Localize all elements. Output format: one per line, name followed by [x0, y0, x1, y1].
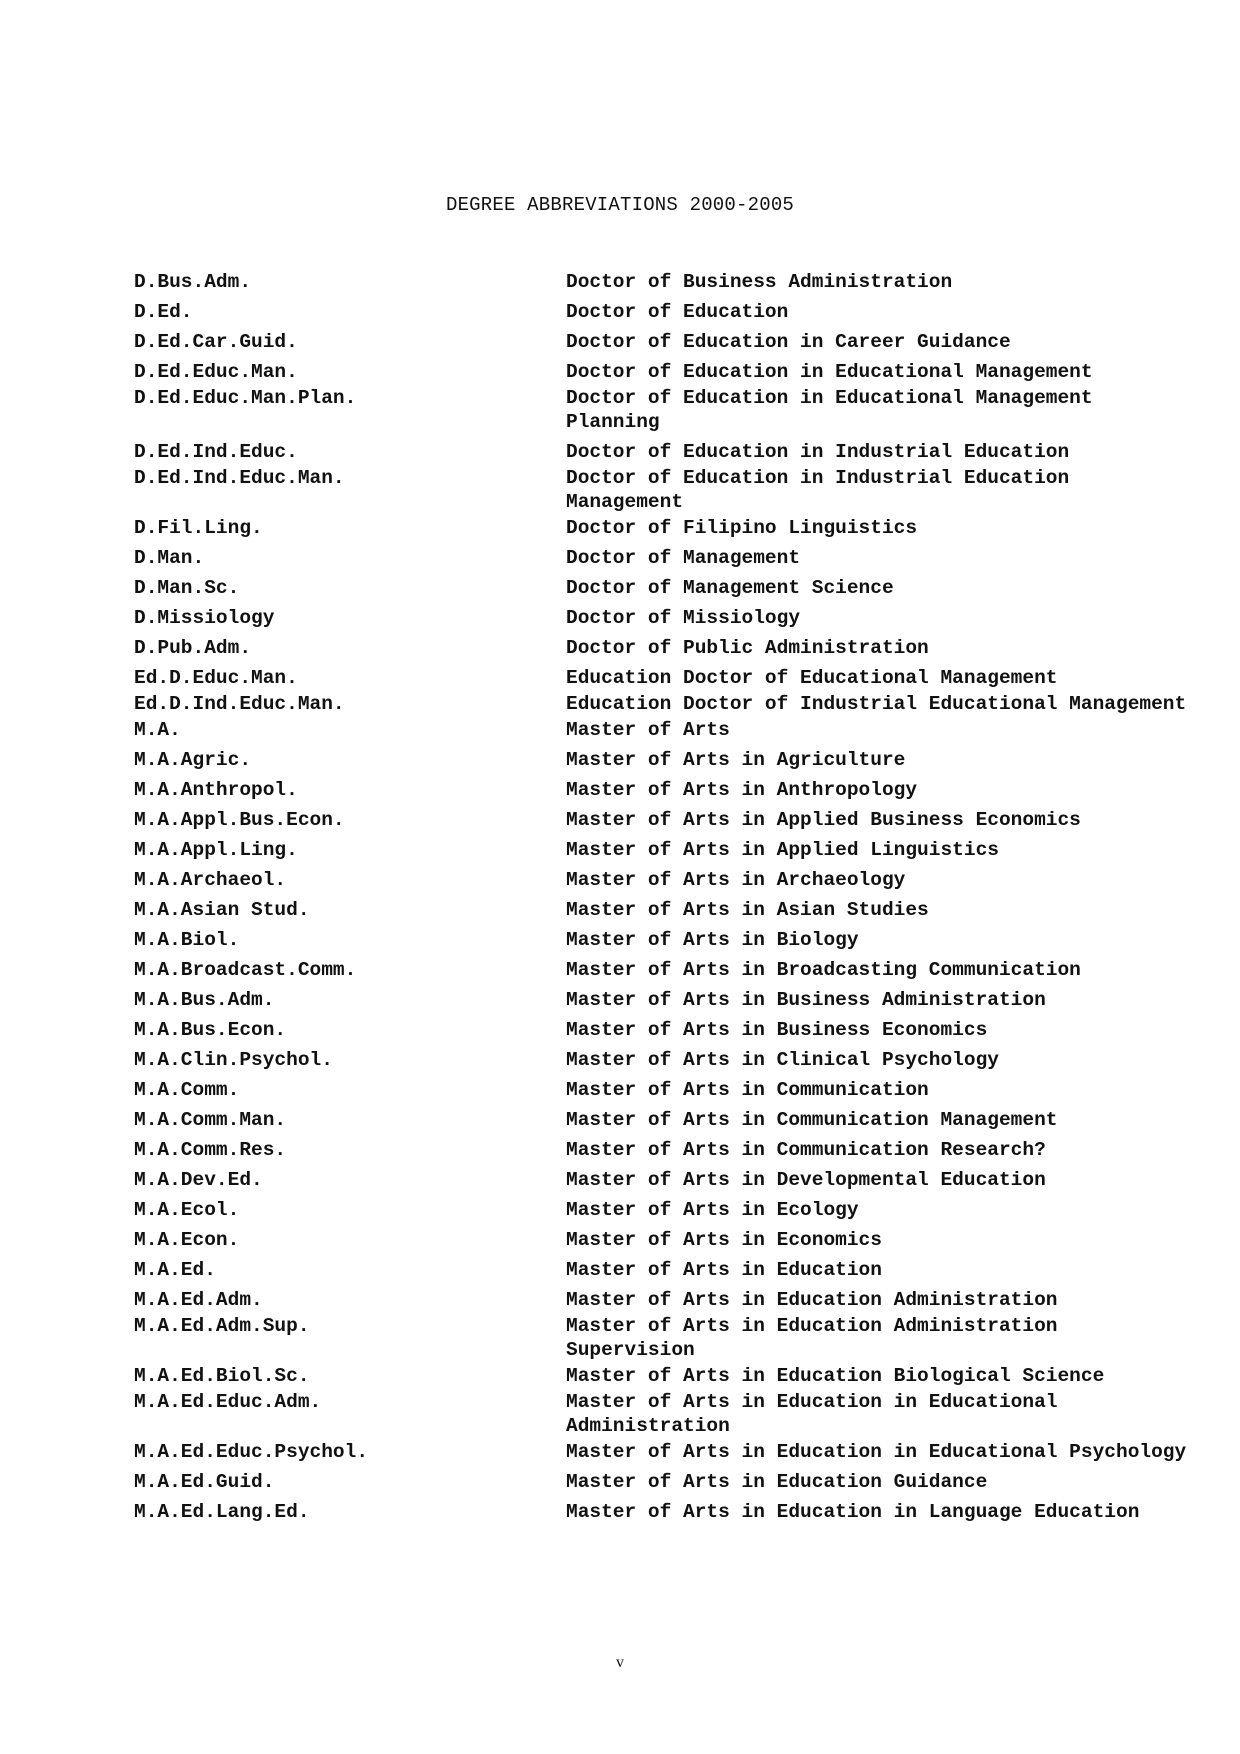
- degree-name: Master of Arts in Asian Studies: [566, 899, 929, 921]
- degree-name: Master of Arts in Economics: [566, 1229, 882, 1251]
- degree-name: Master of Arts in Education in Language Education: [566, 1501, 1140, 1523]
- abbreviation-row: [134, 718, 1194, 742]
- abbreviation: M.A.Ed.Adm.: [134, 1289, 263, 1311]
- abbreviation-row: [134, 1048, 1194, 1072]
- degree-name: Master of Arts in Anthropology: [566, 779, 918, 801]
- abbreviation: M.A.Comm.: [134, 1079, 240, 1101]
- abbreviation: M.A.Agric.: [134, 749, 252, 771]
- degree-name: Master of Arts in Agriculture: [566, 749, 906, 771]
- degree-name: Master of Arts in Education: [566, 1259, 882, 1281]
- abbreviation: M.A.Comm.Res.: [134, 1139, 287, 1161]
- degree-name: Doctor of Public Administration: [566, 637, 929, 659]
- abbreviation: M.A.Appl.Ling.: [134, 839, 298, 861]
- abbreviation: M.A.Appl.Bus.Econ.: [134, 809, 345, 831]
- abbreviation: M.A.Ed.Adm.Sup.: [134, 1315, 310, 1337]
- abbreviation-row: [134, 516, 1194, 540]
- abbreviation: M.A.Clin.Psychol.: [134, 1049, 333, 1071]
- abbreviation-row: [134, 808, 1194, 832]
- abbreviation-row: [134, 778, 1194, 802]
- abbreviation: M.A.: [134, 719, 181, 741]
- degree-name: Doctor of Management Science: [566, 577, 894, 599]
- abbreviation-row: [134, 1258, 1194, 1282]
- abbreviation: M.A.Ed.: [134, 1259, 216, 1281]
- abbreviation: D.Man.: [134, 547, 205, 569]
- degree-name: Master of Arts in Education Administration Supervision: [566, 1315, 1058, 1361]
- degree-name: Doctor of Education in Educational Management Planning: [566, 387, 1093, 433]
- degree-name: Doctor of Education in Career Guidance: [566, 331, 1011, 353]
- abbreviation: D.Fil.Ling.: [134, 517, 263, 539]
- degree-name: Education Doctor of Educational Management: [566, 667, 1058, 689]
- abbreviation: M.A.Biol.: [134, 929, 240, 951]
- degree-name: Master of Arts: [566, 719, 730, 741]
- abbreviation: M.A.Archaeol.: [134, 869, 287, 891]
- abbreviation: D.Missiology: [134, 607, 275, 629]
- degree-name: Doctor of Education in Educational Management: [566, 361, 1093, 383]
- abbreviation: M.A.Ecol.: [134, 1199, 240, 1221]
- abbreviation-row: [134, 386, 1194, 434]
- abbreviation: M.A.Ed.Guid.: [134, 1471, 275, 1493]
- abbreviation-row: [134, 1364, 1194, 1388]
- abbreviation: D.Ed.Ind.Educ.Man.: [134, 467, 345, 489]
- abbreviation-row: [134, 1500, 1194, 1524]
- abbreviation: M.A.Bus.Adm.: [134, 989, 275, 1011]
- abbreviation-row: [134, 606, 1194, 630]
- abbreviation: M.A.Ed.Biol.Sc.: [134, 1365, 310, 1387]
- degree-name: Master of Arts in Clinical Psychology: [566, 1049, 999, 1071]
- degree-name: Education Doctor of Industrial Educational Management: [566, 693, 1187, 715]
- abbreviation-row: [134, 546, 1194, 570]
- abbreviation: M.A.Ed.Educ.Adm.: [134, 1391, 322, 1413]
- abbreviation-row: [134, 1470, 1194, 1494]
- abbreviation-row: [134, 1108, 1194, 1132]
- degree-name: Master of Arts in Biology: [566, 929, 859, 951]
- degree-name: Master of Arts in Ecology: [566, 1199, 859, 1221]
- abbreviation-row: [134, 1390, 1194, 1438]
- page-title: DEGREE ABBREVIATIONS 2000-2005: [445, 194, 795, 216]
- abbreviation-row: [134, 928, 1194, 952]
- degree-name: Master of Arts in Developmental Education: [566, 1169, 1046, 1191]
- abbreviation: M.A.Econ.: [134, 1229, 240, 1251]
- degree-name: Master of Arts in Education Administration: [566, 1289, 1058, 1311]
- abbreviation-row: [134, 1198, 1194, 1222]
- degree-name: Doctor of Business Administration: [566, 271, 953, 293]
- degree-name: Doctor of Missiology: [566, 607, 801, 629]
- abbreviation: D.Ed.Educ.Man.: [134, 361, 298, 383]
- abbreviation-row: [134, 958, 1194, 982]
- abbreviation: D.Pub.Adm.: [134, 637, 252, 659]
- abbreviation-row: [134, 440, 1194, 464]
- abbreviation-row: [134, 838, 1194, 862]
- abbreviation: D.Ed.: [134, 301, 193, 323]
- abbreviation-row: [134, 270, 1194, 294]
- abbreviation-row: [134, 988, 1194, 1012]
- abbreviation-row: [134, 1168, 1194, 1192]
- degree-name: Master of Arts in Archaeology: [566, 869, 906, 891]
- abbreviation-row: [134, 360, 1194, 384]
- abbreviation-row: [134, 1440, 1194, 1464]
- abbreviation: D.Ed.Educ.Man.Plan.: [134, 387, 357, 409]
- abbreviation: Ed.D.Ind.Educ.Man.: [134, 693, 345, 715]
- abbreviation-row: [134, 748, 1194, 772]
- degree-name: Master of Arts in Applied Business Economics: [566, 809, 1081, 831]
- page-number: v: [616, 1654, 624, 1671]
- abbreviation-row: [134, 666, 1194, 690]
- abbreviation-row: [134, 1138, 1194, 1162]
- degree-name: Master of Arts in Education in Educational Administration: [566, 1391, 1058, 1437]
- degree-name: Doctor of Management: [566, 547, 801, 569]
- abbreviation: M.A.Ed.Educ.Psychol.: [134, 1441, 369, 1463]
- degree-name: Master of Arts in Broadcasting Communication: [566, 959, 1081, 981]
- abbreviation: D.Man.Sc.: [134, 577, 240, 599]
- abbreviation: M.A.Asian Stud.: [134, 899, 310, 921]
- degree-name: Master of Arts in Education Guidance: [566, 1471, 988, 1493]
- abbreviation: M.A.Comm.Man.: [134, 1109, 287, 1131]
- degree-name: Doctor of Education in Industrial Education Management: [566, 467, 1070, 513]
- abbreviation-row: [134, 1314, 1194, 1362]
- degree-name: Master of Arts in Communication Research?: [566, 1139, 1046, 1161]
- abbreviation-row: [134, 898, 1194, 922]
- abbreviation-row: [134, 466, 1194, 514]
- abbreviation: M.A.Bus.Econ.: [134, 1019, 287, 1041]
- abbreviation-row: [134, 636, 1194, 660]
- degree-name: Master of Arts in Business Administration: [566, 989, 1046, 1011]
- abbreviation-row: [134, 692, 1194, 716]
- abbreviation-row: [134, 868, 1194, 892]
- abbreviation: D.Ed.Car.Guid.: [134, 331, 298, 353]
- degree-name: Master of Arts in Applied Linguistics: [566, 839, 999, 861]
- abbreviation-row: [134, 330, 1194, 354]
- degree-name: Master of Arts in Business Economics: [566, 1019, 988, 1041]
- degree-name: Master of Arts in Education in Educational Psychology: [566, 1441, 1187, 1463]
- abbreviation-row: [134, 300, 1194, 324]
- abbreviation-row: [134, 1288, 1194, 1312]
- abbreviation: M.A.Dev.Ed.: [134, 1169, 263, 1191]
- abbreviation: M.A.Anthropol.: [134, 779, 298, 801]
- abbreviation-list: [134, 270, 1194, 1530]
- degree-name: Master of Arts in Education Biological Science: [566, 1365, 1105, 1387]
- abbreviation-row: [134, 1078, 1194, 1102]
- abbreviation: Ed.D.Educ.Man.: [134, 667, 298, 689]
- abbreviation: D.Ed.Ind.Educ.: [134, 441, 298, 463]
- degree-name: Master of Arts in Communication Management: [566, 1109, 1058, 1131]
- abbreviation: D.Bus.Adm.: [134, 271, 252, 293]
- degree-name: Master of Arts in Communication: [566, 1079, 929, 1101]
- degree-name: Doctor of Education: [566, 301, 789, 323]
- abbreviation: M.A.Ed.Lang.Ed.: [134, 1501, 310, 1523]
- abbreviation-row: [134, 1228, 1194, 1252]
- abbreviation-row: [134, 1018, 1194, 1042]
- degree-name: Doctor of Education in Industrial Education: [566, 441, 1070, 463]
- abbreviation-row: [134, 576, 1194, 600]
- abbreviation: M.A.Broadcast.Comm.: [134, 959, 357, 981]
- degree-name: Doctor of Filipino Linguistics: [566, 517, 918, 539]
